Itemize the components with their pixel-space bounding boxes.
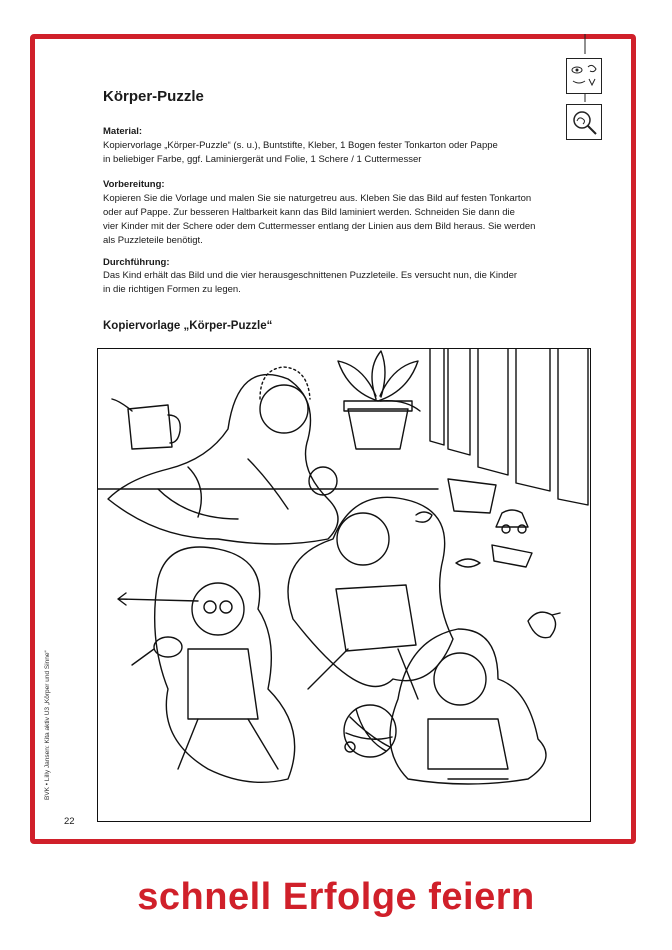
- fence: [430, 349, 588, 505]
- template-heading: Kopiervorlage „Körper-Puzzle“: [103, 320, 273, 332]
- face-senses-icon: [566, 58, 602, 94]
- crawling-child: [108, 367, 338, 544]
- touch-magnifier-icon: [566, 104, 602, 140]
- page-title: Körper-Puzzle: [103, 88, 204, 105]
- sitting-child: [390, 629, 546, 784]
- procedure-text: Das Kind erhält das Bild und die vier herausgeschnittenen Puzzleteile. Es versucht nun, die Kinder in die richtigen Formen zu legen.: [103, 270, 518, 295]
- bird: [528, 612, 560, 638]
- walking-boy: [288, 497, 453, 699]
- potted-plant: [338, 351, 420, 449]
- preparation-text: Kopieren Sie die Vorlage und malen Sie sie naturgetreu aus. Kleben Sie das Bild auf festen Tonkarton oder auf Pappe. Zur besseren Haltbarkeit kann das Bild laminiert werden. Schneiden Sie dann die vier Kinder mit der Schere oder dem Cuttermesser entlang der Linien aus dem Bild heraus. Sie werden als Puzzleteile benötigt.: [103, 193, 536, 246]
- toy-arrow: [118, 593, 198, 605]
- walking-girl: [155, 547, 295, 782]
- coloring-illustration: [97, 348, 591, 822]
- preparation-heading: Vorbereitung:: [103, 179, 165, 190]
- page-number: 22: [64, 816, 75, 827]
- material-heading: Material:: [103, 126, 143, 137]
- beach-ball: [344, 705, 396, 757]
- copyright-credit: BVK • Lilly Jansen: Kita aktiv U3 „Körper und Sinne“: [44, 650, 51, 800]
- procedure-heading: Durchführung:: [103, 257, 170, 268]
- watering-can: [112, 399, 180, 449]
- slogan: schnell Erfolge feiern: [137, 876, 535, 918]
- material-text: Kopiervorlage „Körper-Puzzle“ (s. u.), Buntstifte, Kleber, 1 Bogen fester Tonkarton oder Pappe in beliebiger Farbe, ggf. Laminiergerät und Folie, 1 Schere / 1 Cuttermesser: [103, 140, 498, 165]
- sand-toys: [416, 479, 532, 567]
